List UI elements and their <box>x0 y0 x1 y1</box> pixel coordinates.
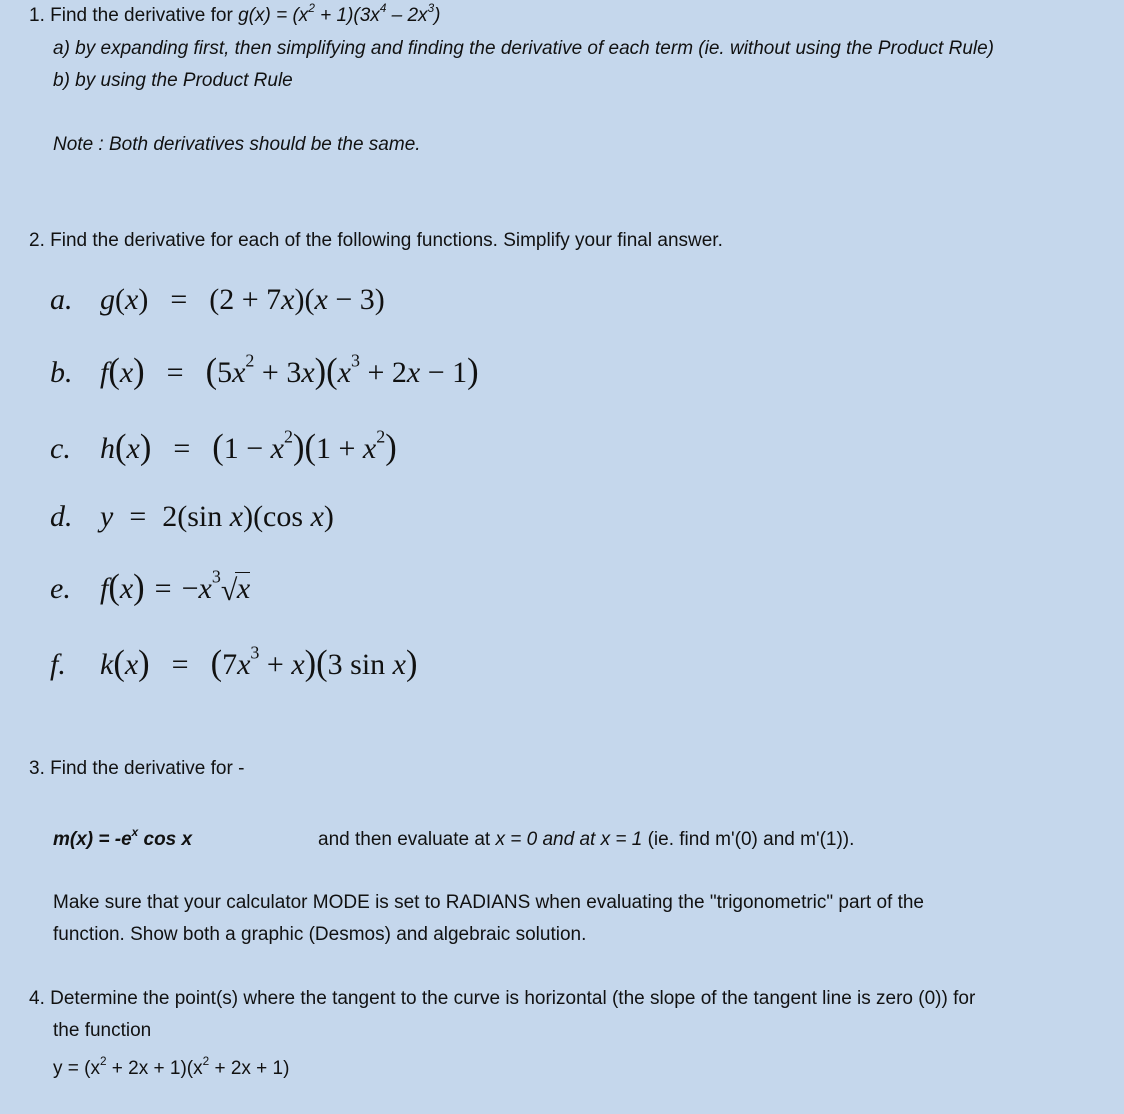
q3-line2: function. Show both a graphic (Desmos) and algebraic solution. <box>53 924 587 945</box>
q1-note: Note : Both derivatives should be the same. <box>53 134 421 155</box>
q2-item-a: a. g(x) = (2 + 7x)(x − 3) <box>50 283 385 316</box>
q1-heading: 1. Find the derivative for $g(x) = (x^2 + 1)(3x^4 - 2x^3)$ <box>29 2 441 26</box>
q1-part-b: b) by using the Product Rule <box>53 70 293 91</box>
q2-item-b: b. $f(x) = (5x^2 + 3x)(x^3 + 2x - 1)$ <box>50 350 479 391</box>
q4-line2: the function <box>53 1020 152 1041</box>
q3-heading: 3. Find the derivative for - <box>29 758 245 779</box>
q2-item-f: f. $k(x) = (7x^3 + x)(3$ sin x) <box>50 642 418 683</box>
q3-evaluate: and then evaluate at x = 0 and at x = 1 (ie. find m'(0) and m'(1)). <box>318 829 855 850</box>
q3-line1: Make sure that your calculator MODE is set to RADIANS when evaluating the "trigonometric" part of the <box>53 892 924 913</box>
q4-line1: 4. Determine the point(s) where the tangent to the curve is horizontal (the slope of the tangent line is zero (0)) for <box>29 988 976 1009</box>
q3-function: $m(x) = -e^x$ cos x <box>53 826 193 850</box>
q2-item-d: d. y = 2(sin x)(cos x) <box>50 500 334 533</box>
q2-item-e: e. $f(x) = -x^3$ √ x <box>50 566 251 607</box>
q1-part-a: a) by expanding first, then simplifying and finding the derivative of each term (ie. without using the Product Rule) <box>53 38 995 59</box>
q4-equation: $y = (x^2 + 2x + 1)(x^2 + 2x + 1)$ <box>53 1055 290 1079</box>
q2-heading: 2. Find the derivative for each of the following functions. Simplify your final answer. <box>29 230 723 251</box>
q2-item-c: c. $h(x) = (1 - x^2)(1 + x^2)$ <box>50 426 397 467</box>
